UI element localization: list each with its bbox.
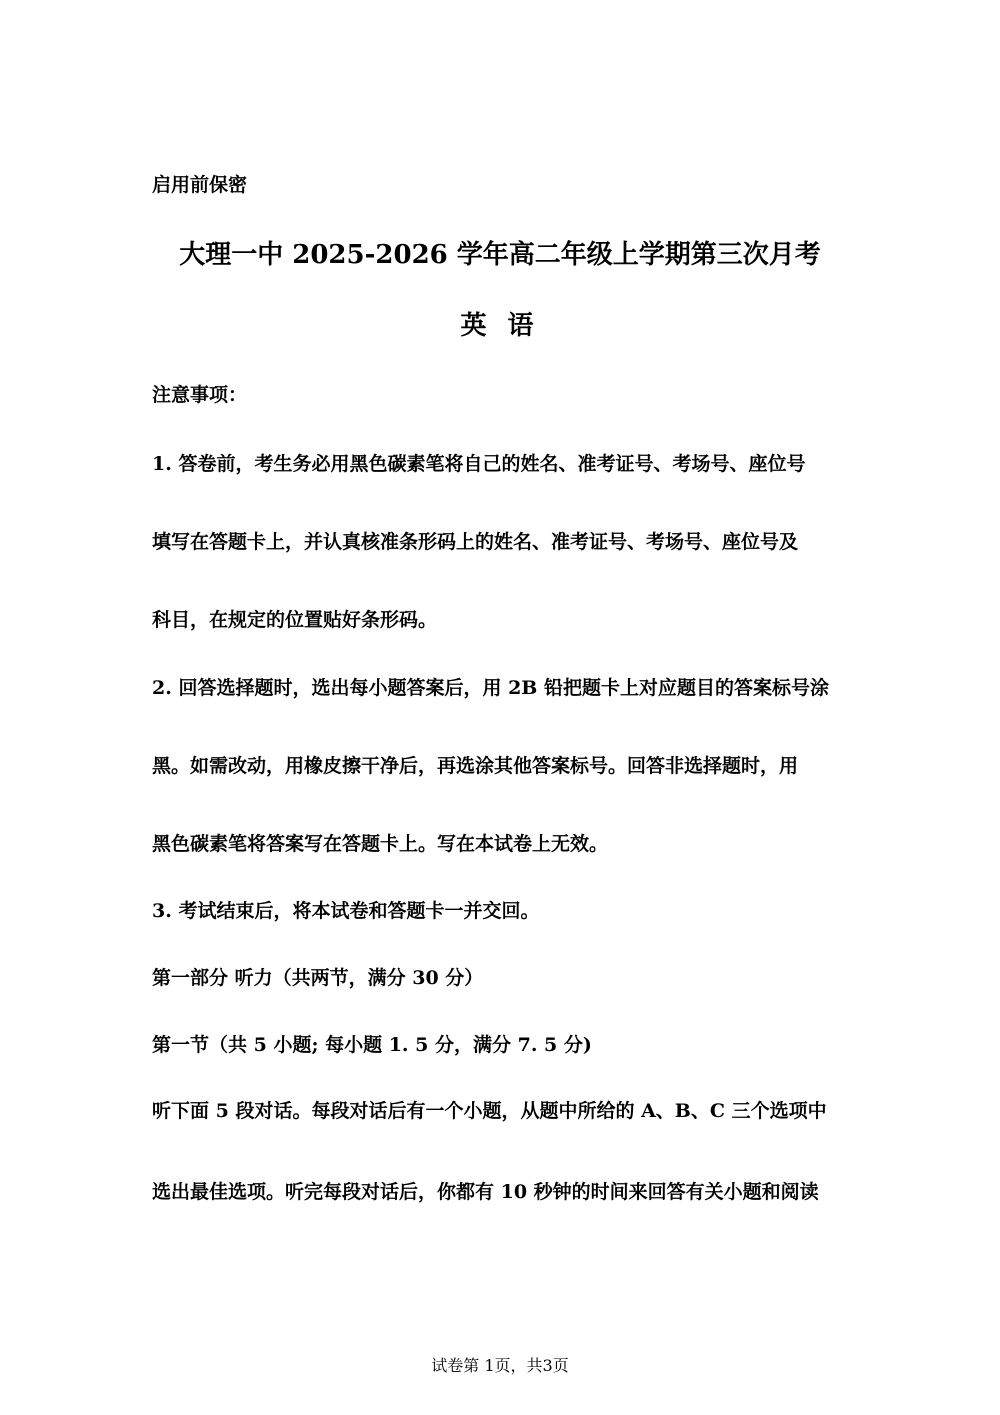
page-footer: 试卷第 1页，共3页 <box>431 1356 569 1375</box>
notice-line: 3. 考试结束后，将本试卷和答题卡一并交回。 <box>152 900 540 922</box>
notice-line: 2. 回答选择题时，选出每小题答案后，用 2B 铅把题卡上对应题目的答案标号涂 <box>152 677 829 699</box>
instruction-line: 听下面 5 段对话。每段对话后有一个小题，从题中所给的 A、B、C 三个选项中 <box>152 1100 827 1122</box>
notice-line: 填写在答题卡上，并认真核准条形码上的姓名、准考证号、考场号、座位号及 <box>152 531 799 553</box>
notice-line: 1. 答卷前，考生务必用黑色碳素笔将自己的姓名、准考证号、考场号、座位号 <box>152 453 806 475</box>
notice-line: 黑色碳素笔将答案写在答题卡上。写在本试卷上无效。 <box>152 833 609 855</box>
confidential-label: 启用前保密 <box>152 174 248 196</box>
part-title: 第一部分 听力（共两节，满分 30 分） <box>152 967 484 989</box>
notice-heading: 注意事项： <box>152 384 248 406</box>
section-title: 第一节（共 5 小题; 每小题 1. 5 分，满分 7. 5 分) <box>152 1034 592 1056</box>
instruction-line: 选出最佳选项。听完每段对话后，你都有 10 秒钟的时间来回答有关小题和阅读 <box>152 1181 819 1203</box>
exam-title: 大理一中 2025-2026 学年高二年级上学期第三次月考 <box>179 240 821 270</box>
notice-line: 科目，在规定的位置贴好条形码。 <box>152 609 438 631</box>
subject-title: 英 语 <box>460 311 540 341</box>
notice-line: 黑。如需改动，用橡皮擦干净后，再选涂其他答案标号。回答非选择题时，用 <box>152 755 799 777</box>
